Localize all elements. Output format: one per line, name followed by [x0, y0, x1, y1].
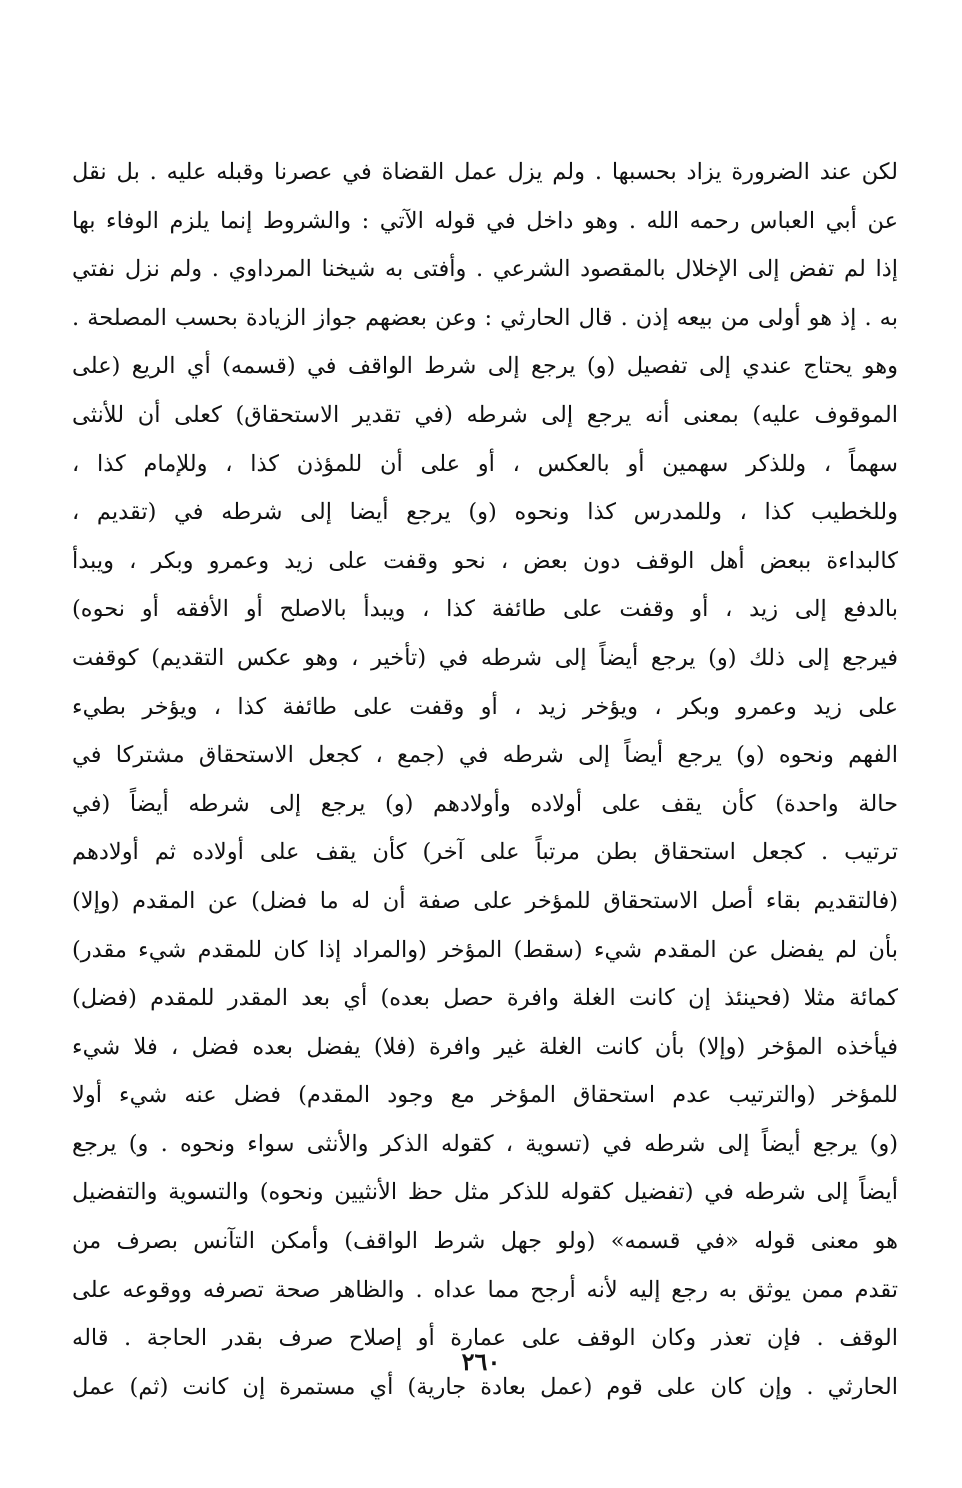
text-line: هو معنى قوله «في قسمه» (ولو جهل شرط الواقف) وأمكن التآنس بصرف من [72, 1228, 898, 1255]
text-line: للمؤخر (والترتيب عدم استحقاق المؤخر مع وجود المقدم) فضل عنه شيء أولا [72, 1082, 898, 1109]
text-line: كالبداءة ببعض أهل الوقف دون بعض ، نحو وقفت على زيد وعمرو وبكر ، ويبدأ [72, 547, 898, 574]
text-line: الفهم ونحوه (و) يرجع أيضاً إلى شرطه في (جمع ، كجعل الاستحقاق مشتركا في [72, 742, 898, 769]
text-line: أيضاً إلى شرطه في (تفضيل كقوله للذكر مثل حظ الأنثيين ونحوه) والتسوية والتفضيل [72, 1179, 898, 1206]
text-line: (فالتقديم بقاء أصل الاستحقاق للمؤخر على صفة أن له ما فضل) عن المقدم (وإلا) [72, 887, 898, 914]
text-line: الموقوف عليه) بمعنى أنه يرجع إلى شرطه (في تقدير الاستحقاق) كعلى أن للأنثى [72, 401, 898, 428]
text-line: على زيد وعمرو وبكر ، ويؤخر زيد ، أو وقفت على طائفة كذا ، ويؤخر بطيء [72, 693, 898, 720]
text-line: عن أبي العباس رحمه الله . وهو داخل في قوله الآتي : والشروط إنما يلزم الوفاء بها [72, 207, 898, 234]
text-line: وهو يحتاج عندي إلى تفصيل (و) يرجع إلى شرط الواقف في (قسمه) أي الريع (على [72, 353, 898, 380]
text-line: تقدم ممن يوثق به رجع إليه لأنه أرجح مما عداه . والظاهر صحة تصرفه ووقوعه على [72, 1276, 898, 1303]
text-line: إذا لم تفض إلى الإخلال بالمقصود الشرعي . وأفتى به شيخنا المرداوي . ولم نزل نفتي [72, 256, 898, 283]
text-line: وللخطيب كذا ، وللمدرس كذا ونحوه (و) يرجع أيضا إلى شرطه في (تقديم ، [72, 499, 898, 526]
text-line: بأن لم يفضل عن المقدم شيء (سقط) المؤخر (والمراد إذا كان للمقدم شيء مقدر) [72, 936, 898, 963]
page-number: ٢٦٠ [461, 1347, 501, 1376]
text-line: فيرجع إلى ذلك (و) يرجع أيضاً إلى شرطه في (تأخير ، وهو عكس التقديم) كوقفت [72, 644, 898, 671]
main-text [72, 148, 898, 1411]
text-line: سهماً ، وللذكر سهمين أو بالعكس ، أو على أن للمؤذن كذا ، وللإمام كذا ، [72, 450, 898, 477]
text-line: لكن عند الضرورة يزاد بحسبها . ولم يزل عمل القضاة في عصرنا وقبله عليه . بل نقل [72, 159, 898, 185]
text-line: بالدفع إلى زيد ، أو وقفت على طائفة كذا ، ويبدأ بالاصلح أو الأفقه أو نحوه) [72, 596, 898, 623]
text-line: به . إذ هو أولى من بيعه إذن . قال الحارثي : وعن بعضهم جواز الزيادة بحسب المصلحة . [72, 304, 898, 331]
text-line: حالة واحدة) كأن يقف على أولاده وأولادهم (و) يرجع إلى شرطه أيضاً (في [72, 790, 898, 817]
text-line: ترتيب . كجعل استحقاق بطن مرتباً على آخر) كأن يقف على أولاده ثم أولادهم [72, 839, 898, 866]
text-line: الحارثي . وإن كان على قوم (عمل بعادة جارية) أي مستمرة إن كانت (ثم) عمل [72, 1373, 898, 1400]
text-line: (و) يرجع أيضاً إلى شرطه في (تسوية ، كقوله الذكر والأنثى سواء ونحوه . و) يرجع [72, 1130, 898, 1157]
text-line: فيأخذه المؤخر (وإلا) بأن كانت الغلة غير وافرة (فلا) يفضل بعده فضل ، فلا شيء [72, 1033, 898, 1060]
text-line: كمائة مثلا (فحينئذ إن كانت الغلة وافرة حصل بعده) أي بعد المقدر للمقدم (فضل) [72, 985, 898, 1012]
text-line: الوقف . فإن تعذر وكان الوقف على عمارة أو إصلاح صرف بقدر الحاجة . قاله [72, 1325, 898, 1352]
